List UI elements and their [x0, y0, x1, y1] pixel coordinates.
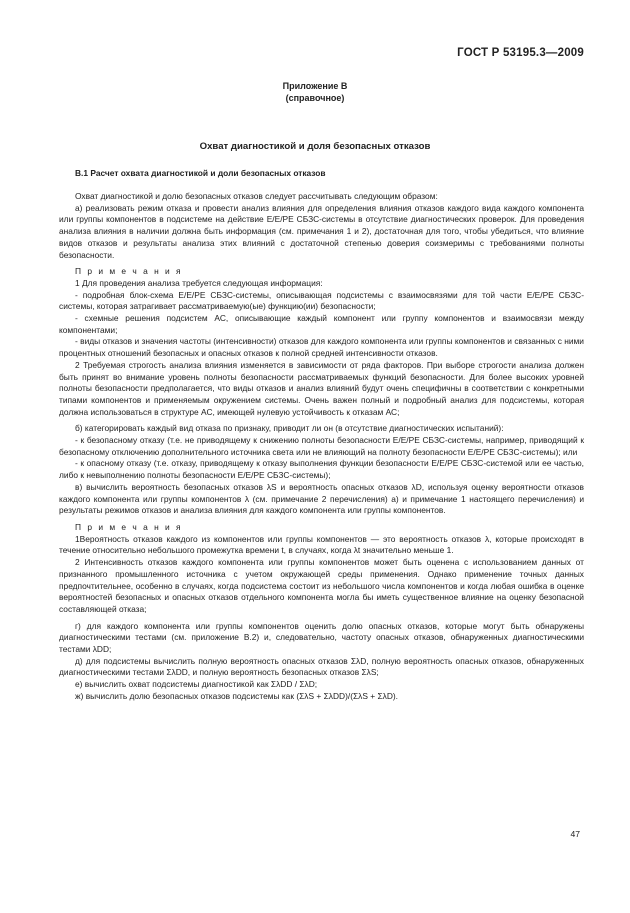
paragraph: е) вычислить охват подсистемы диагностикой как ΣλDD / ΣλD;	[75, 679, 318, 690]
paragraph: а) реализовать режим отказа и провести анализ влияния для определения влияния отказов каждого вида каждого компонента или группы компонентов в подсистеме на действие Е/Е/РЕ СБЗС-системы в отсутствие диагностических проверок. Для проведения анализа влияния в наличии должна быть информация (см. примечания 1 и 2), достаточная для того, чтобы убедиться, что влияние видов отказов и результаты анализа этих влияний с достаточной степенью доверия соизмеримы с требованиями полноты безопасности.	[59, 202, 584, 260]
paragraph: в) вычислить вероятность безопасных отказов λS и вероятность опасных отказов λD, используя оценку вероятности отказов каждого компонента или группы компонентов λ (см. примечание 2 перечисления) а) и примечание 1 настоящего перечисления) и результаты режимов отказов и анализа влияния для каждого компонента или группы компонентов.	[59, 481, 584, 516]
annex-type: (справочное)	[285, 93, 345, 103]
paragraph: 1 Для проведения анализа требуется следующая информация:	[75, 277, 323, 288]
paragraph: - схемные решения подсистем АС, описывающие каждый компонент или группу компонентов и взаимосвязи между компонентами;	[59, 313, 584, 335]
paragraph: - виды отказов и значения частоты (интенсивности) отказов для каждого компонента или группы компонентов и связанных с ними процентных отношений безопасных и опасных отказов к полной средней интенсивности отказов.	[59, 336, 584, 359]
paragraph: д) для подсистемы вычислить полную вероятность опасных отказов ΣλD, полную вероятность опасных отказов, обнаруженных диагностическими тестами ΣλDD, и полную вероятность безопасных отказов ΣλS;	[59, 655, 584, 678]
paragraph: б) категорировать каждый вид отказа по признаку, приводит ли он (в отсутствие диагностических испытаний):	[75, 423, 504, 434]
paragraph: Охват диагностикой и долю безопасных отказов следует рассчитывать следующим образом:	[75, 191, 438, 201]
standard-number: ГОСТ Р 53195.3—2009	[457, 47, 584, 59]
paragraph: 2 Требуемая строгость анализа влияния изменяется в зависимости от ряда факторов. При выборе строгости анализа должен быть принят во внимание уровень полноты безопасности рассматриваемых функций безопасности. Для более высоких уровней полноты безопасности предполагается, что виды отказов и анализ влияний будут очень специфичны в соответствии с конкретными типами компонентов и применяемым окружением системы. Очень важен полный и подробный анализ для подсистемы, которая должна использоваться в структуре АС, имеющей нулевую устойчивость к отказам АС;	[59, 359, 584, 417]
body-text	[59, 191, 584, 703]
paragraph: ж) вычислить долю безопасных отказов подсистемы как (ΣλS + ΣλDD)/(ΣλS + ΣλD).	[75, 690, 399, 701]
paragraph: 1Вероятность отказов каждого из компонентов или группы компонентов — это вероятность отказов λ, которые происходят в течение относительно небольшого промежутка времени t, в случаях, когда λt значительно меньше 1.	[59, 533, 584, 556]
paragraph: - подробная блок-схема Е/Е/РЕ СБЗС-системы, описывающая подсистемы с взаимосвязями для той части Е/Е/РЕ СБЗС-системы, которая затрагивает рассматриваемую(ые) функцию(ии) безопасности;	[59, 289, 584, 312]
page-number: 47	[570, 829, 580, 839]
section-title: В.1 Расчет охвата диагностикой и доли безопасных отказов	[75, 168, 326, 178]
annex-label: Приложение В	[282, 81, 348, 91]
paragraph: - к безопасному отказу (т.е. не приводящему к снижению полноты безопасности Е/Е/РЕ СБЗС-системы, например, приводящий к безопасному отключению дополнительного источника света или не влияющий на полноту безопасности Е/Е/РЕ СБЗС-системы); или	[59, 435, 584, 457]
paragraph: - к опасному отказу (т.е. отказу, приводящему к отказу выполнения функции безопасности Е/Е/РЕ СБЗС-системой или ее частью, либо к невыполнению полноты безопасности Е/Е/РЕ СБЗС-системы);	[59, 458, 584, 481]
paragraph: г) для каждого компонента или группы компонентов оценить долю опасных отказов, которые могут быть обнаружены диагностическими тестами (см. приложение В.2) и, следовательно, частоту опасных отказов, обнаруженных диагностическими тестами λDD;	[59, 620, 584, 655]
notes-heading: П р и м е ч а н и я	[75, 266, 183, 277]
annex-heading	[0, 80, 630, 104]
paragraph: 2 Интенсивность отказов каждого компонента или группы компонентов может быть оценена с использованием данных от признанного промышленного источника с учетом окружающей среды применения. Однако применение точных данных предпочтительнее, особенно в случаях, когда подсистема состоит из небольшого числа компонентов и когда любая ошибка в оценке вероятностей безопасных и опасных отказов отдельного компонента могла бы иметь существенное влияние на оценку безопасной составляющей отказа;	[59, 557, 584, 614]
annex-title: Охват диагностикой и доля безопасных отказов	[199, 141, 431, 152]
notes-heading: П р и м е ч а н и я	[75, 521, 183, 532]
